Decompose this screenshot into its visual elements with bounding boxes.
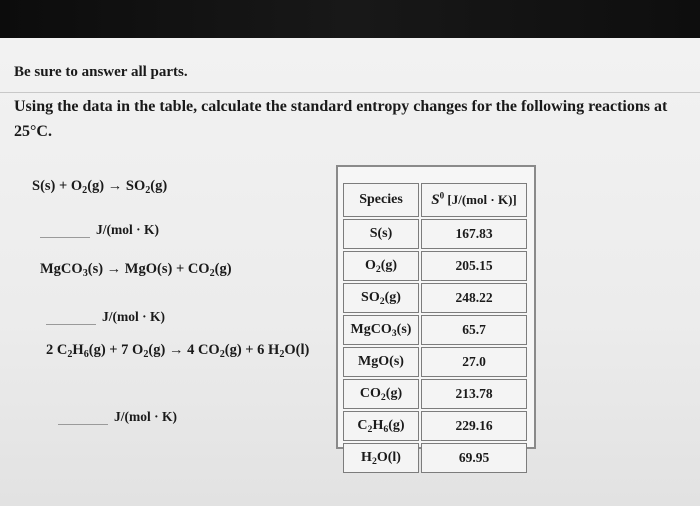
reaction-1-input[interactable]: [40, 217, 90, 238]
table-row: [343, 411, 527, 441]
table-row: [343, 379, 527, 409]
reaction-3-equation: 2 $C_2H_6(g) + 7$ $O_2(g) \to 4$ $CO_2(g) + 6$ $H_2O(l)$: [46, 342, 310, 360]
header-species: Species: [343, 183, 419, 217]
table-row: [343, 219, 527, 249]
species-cell: S(s): [343, 219, 419, 249]
species-cell: $CO_2(g)$: [343, 379, 419, 409]
table-row: [343, 443, 527, 473]
species-cell: $H_2O(l)$: [343, 443, 419, 473]
reaction-3-unit: J/(mol · K): [114, 409, 177, 424]
reaction-1-unit: J/(mol · K): [96, 222, 159, 237]
instruction-text: Be sure to answer all parts.: [14, 64, 188, 80]
reaction-1-answer: [40, 217, 159, 238]
question-page: [0, 38, 700, 506]
table-row: [343, 315, 527, 345]
photo-dark-edge: [0, 0, 700, 38]
reaction-2-equation: MgCO$_3$(s) → $MgO(s) + CO_2(g)$: [40, 261, 232, 279]
header-superscript: 0: [439, 190, 445, 201]
reaction-1-equation: $S(s) + O_2(g) \to SO_2(g)$: [32, 178, 168, 196]
reaction-3-answer: [58, 404, 177, 425]
entropy-table: [341, 181, 529, 475]
entropy-value-cell: 27.0: [421, 347, 527, 377]
reaction-2-unit: J/(mol · K): [102, 309, 165, 324]
entropy-value-cell: 205.15: [421, 251, 527, 281]
table-body: [343, 219, 527, 473]
divider: [0, 92, 700, 93]
header-entropy: [421, 183, 527, 217]
reaction-2-input[interactable]: [46, 304, 96, 325]
species-cell: $C_2H_6(g)$: [343, 411, 419, 441]
entropy-value-cell: 167.83: [421, 219, 527, 249]
species-cell: $O_2(g)$: [343, 251, 419, 281]
table-row: [343, 347, 527, 377]
table-row: [343, 283, 527, 313]
species-cell: MgO(s): [343, 347, 419, 377]
reaction-3-input[interactable]: [58, 404, 108, 425]
table-row: [343, 251, 527, 281]
entropy-value-cell: 69.95: [421, 443, 527, 473]
entropy-table-frame: [336, 165, 536, 467]
entropy-value-cell: 248.22: [421, 283, 527, 313]
header-unit: [J/(mol · K)]: [447, 191, 517, 207]
entropy-value-cell: 213.78: [421, 379, 527, 409]
entropy-value-cell: 65.7: [421, 315, 527, 345]
reaction-2-answer: [46, 304, 165, 325]
species-cell: MgCO$_3$(s): [343, 315, 419, 345]
table-header-row: [343, 183, 527, 217]
species-cell: $SO_2(g)$: [343, 283, 419, 313]
header-symbol: S: [431, 191, 440, 208]
entropy-value-cell: 229.16: [421, 411, 527, 441]
question-text: Using the data in the table, calculate the standard entropy changes for the following reactions at 25°C.: [14, 98, 668, 140]
